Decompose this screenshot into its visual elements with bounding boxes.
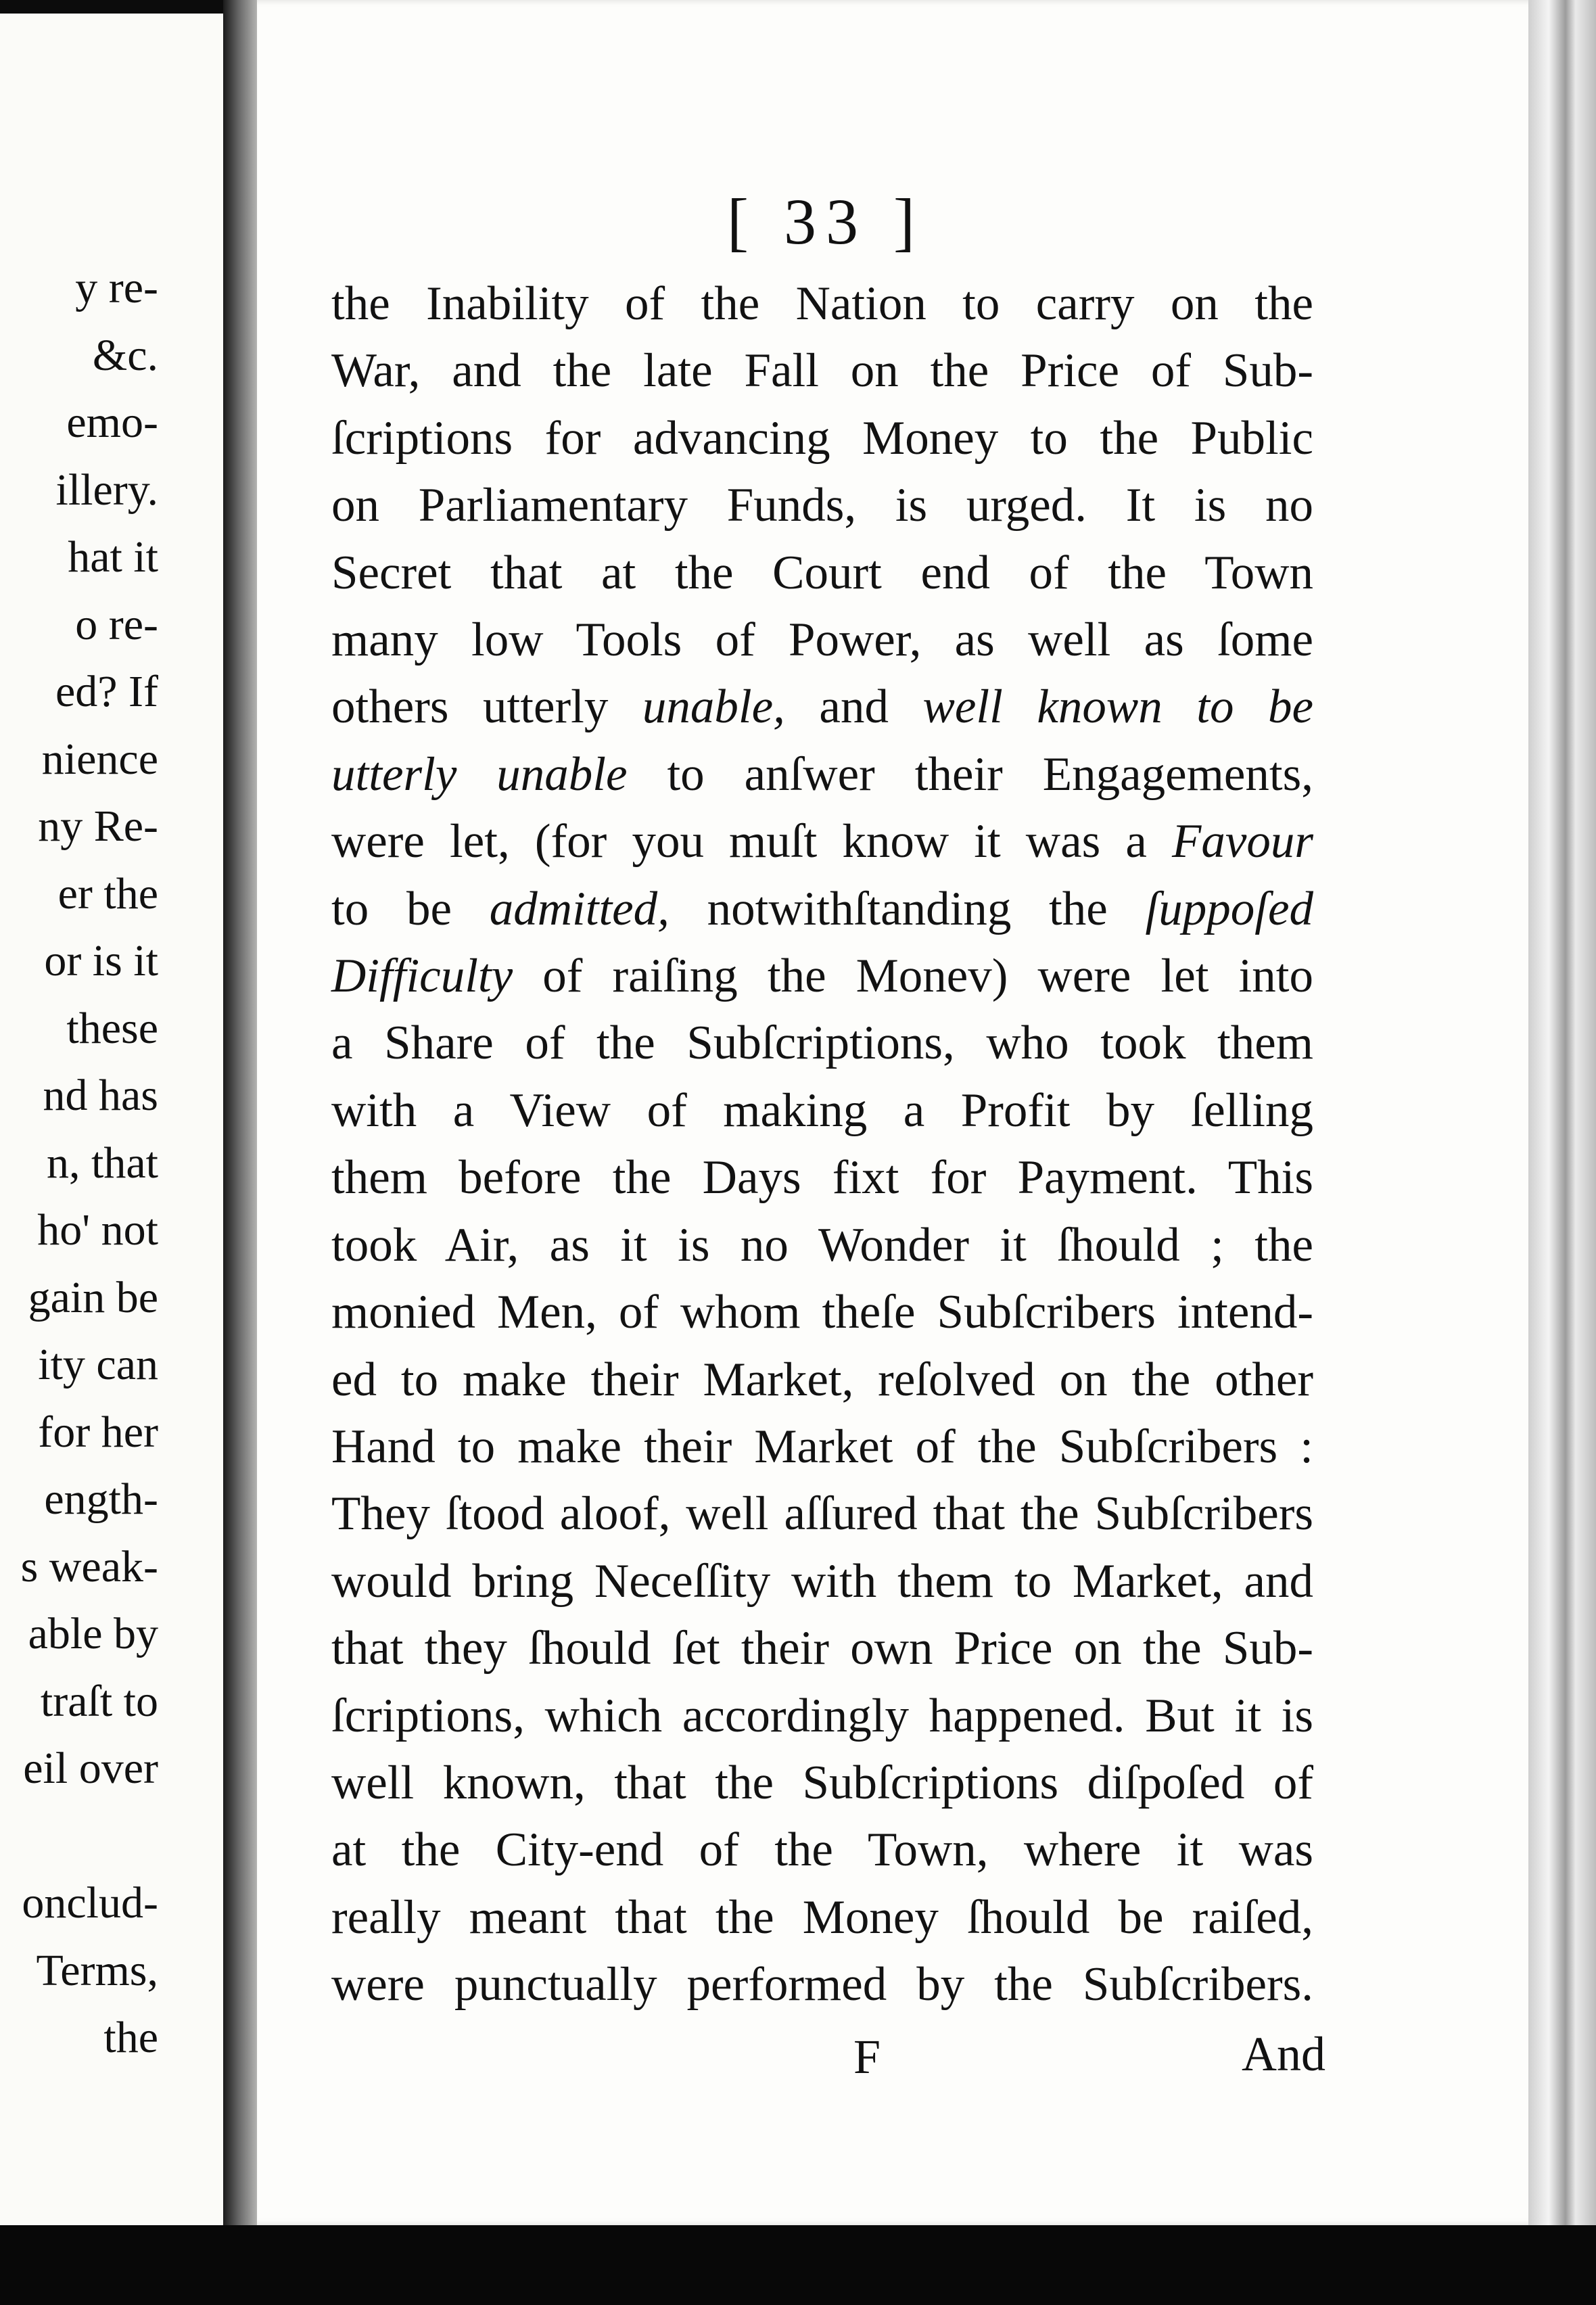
text-run: many low Tools of Power, as well as ſome — [331, 613, 1313, 667]
text-run: at the City-end of the Town, where it was — [331, 1823, 1313, 1877]
text-run: would bring Neceſſity with them to Market, and — [331, 1554, 1313, 1608]
text-run: were let, (for you muſt know it was a — [331, 815, 1172, 868]
left-page-line: hat it — [68, 532, 158, 582]
text-line — [331, 1481, 1313, 1547]
left-page-line: illery. — [55, 465, 158, 515]
text-line — [331, 1683, 1313, 1750]
text-run: were punctually performed by the Subſcribers. — [331, 1958, 1313, 2011]
text-run: the Inability of the Nation to carry on the — [331, 277, 1313, 330]
left-page-line: s weak- — [20, 1541, 158, 1591]
left-page-line: ity can — [38, 1340, 158, 1389]
italic-phrase: unable, — [642, 680, 785, 734]
text-run: Secret that at the Court end of the Town — [331, 546, 1313, 599]
italic-phrase: well known to be — [922, 680, 1313, 734]
left-page-line: traſt to — [40, 1676, 158, 1726]
scan-border — [0, 2225, 1596, 2305]
text-line — [331, 1010, 1313, 1077]
text-line — [331, 472, 1313, 539]
text-run: They ſtood aloof, well aſſured that the Subſcribers — [331, 1487, 1313, 1541]
text-line — [331, 1615, 1313, 1682]
left-page-line: Terms, — [36, 1945, 158, 1995]
left-page-line: ny Re- — [38, 801, 158, 851]
left-page-fragment — [0, 14, 230, 2225]
text-run: to anſwer their Engagements, — [627, 747, 1313, 801]
page-edge — [1528, 0, 1596, 2225]
left-page-line: gain be — [28, 1272, 158, 1322]
text-line — [331, 876, 1313, 943]
text-line — [331, 1347, 1313, 1414]
text-line — [331, 1077, 1313, 1144]
text-run: them before the Days fixt for Payment. This — [331, 1151, 1313, 1205]
left-page-line: ho' not — [37, 1205, 158, 1255]
text-line — [331, 405, 1313, 472]
text-run: Hand to make their Market of the Subſcribers : — [331, 1420, 1313, 1473]
text-run: ſcriptions, which accordingly happened. But it is — [331, 1689, 1313, 1742]
text-line — [331, 808, 1313, 875]
left-page-line: n, that — [47, 1138, 158, 1188]
catchword: And — [1242, 2027, 1325, 2081]
text-line — [331, 607, 1313, 674]
text-run: well known, that the Subſcriptions diſpoſed of — [331, 1756, 1313, 1809]
text-run: and — [784, 680, 923, 734]
text-run: to be — [331, 882, 490, 935]
text-run: really meant that the Money ſhould be raiſed, — [331, 1890, 1313, 1944]
text-run: of raiſing the Monev) were let into — [513, 950, 1313, 1003]
text-run: took Air, as it is no Wonder it ſhould ; the — [331, 1218, 1313, 1272]
left-page-line: er the — [57, 868, 158, 918]
text-line — [331, 1279, 1313, 1346]
text-run: with a View of making a Profit by ſelling — [331, 1084, 1313, 1137]
text-line — [331, 1750, 1313, 1817]
text-line — [331, 1884, 1313, 1951]
left-page-line: o re- — [75, 599, 158, 649]
text-run: a Share of the Subſcriptions, who took them — [331, 1017, 1313, 1070]
left-page-line: or is it — [44, 936, 158, 985]
text-line — [331, 1548, 1313, 1615]
left-page-line: emo- — [66, 398, 158, 447]
left-page-line: able by — [28, 1609, 158, 1658]
left-page-line: these — [66, 1003, 158, 1053]
text-line — [331, 1144, 1313, 1211]
text-run: that they ſhould ſet their own Price on the Sub- — [331, 1622, 1313, 1675]
italic-phrase: utterly unable — [331, 747, 628, 801]
left-page-line: ed? If — [55, 667, 158, 716]
page-number: [ 33 ] — [727, 185, 924, 258]
left-page-line: ength- — [44, 1474, 158, 1524]
text-line — [331, 1951, 1313, 2018]
text-line — [331, 1817, 1313, 1884]
left-page-line: nience — [41, 734, 158, 784]
text-run: monied Men, of whom theſe Subſcribers intend- — [331, 1286, 1313, 1339]
text-line — [331, 337, 1313, 404]
text-line — [331, 741, 1313, 808]
italic-phrase: ſuppoſed — [1145, 882, 1313, 935]
text-line — [331, 1212, 1313, 1279]
left-page-line: eil over — [23, 1744, 158, 1793]
italic-phrase: admitted, — [489, 882, 670, 935]
left-page-line: onclud- — [22, 1878, 158, 1928]
text-line — [331, 674, 1313, 741]
italic-phrase: Favour — [1171, 815, 1313, 868]
text-run: on Parliamentary Funds, is urged. It is no — [331, 479, 1313, 532]
text-line — [331, 271, 1313, 337]
left-page-line: for her — [38, 1407, 158, 1457]
left-page-line: y re- — [75, 263, 158, 312]
signature-mark: F — [853, 2030, 881, 2084]
text-run: War, and the late Fall on the Price of Sub- — [331, 344, 1313, 398]
text-line — [331, 540, 1313, 607]
left-page-line: nd has — [43, 1071, 158, 1120]
text-run: others utterly — [331, 680, 642, 734]
text-run: ſcriptions for advancing Money to the Public — [331, 411, 1313, 465]
left-page-line: &c. — [92, 330, 158, 380]
text-line — [331, 1414, 1313, 1481]
left-page-line: the — [103, 2013, 158, 2062]
italic-phrase: Difficulty — [331, 950, 513, 1003]
text-run: ed to make their Market, reſolved on the other — [331, 1353, 1313, 1406]
text-run: notwithſtanding the — [669, 882, 1146, 935]
text-line — [331, 943, 1313, 1010]
body-text — [331, 271, 1313, 2019]
